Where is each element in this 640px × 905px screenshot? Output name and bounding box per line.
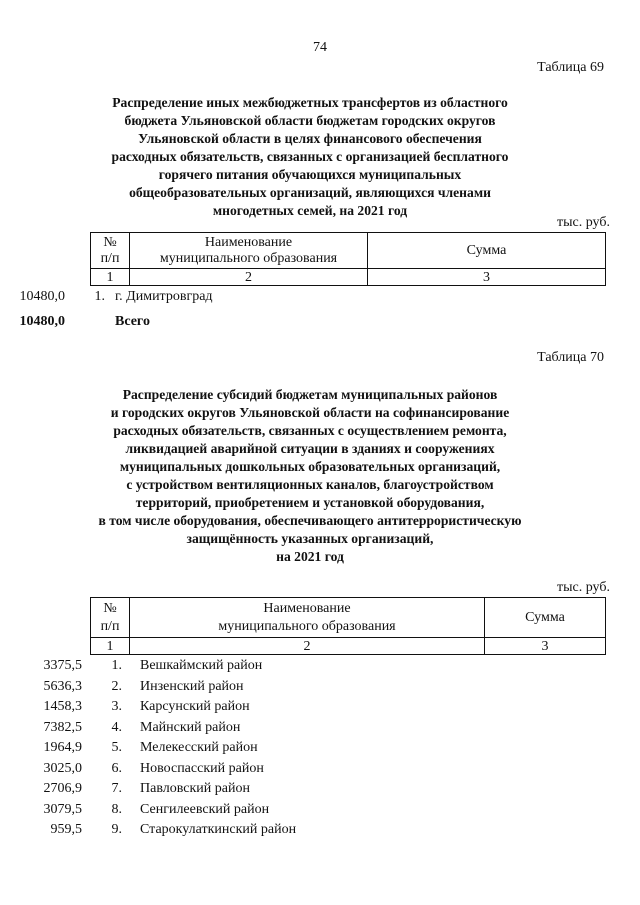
title-line: общеобразовательных организаций, являющихся членами: [129, 185, 491, 200]
header-col-2: 2: [130, 638, 485, 655]
title-line: с устройством вентиляционных каналов, благоустройством: [126, 477, 494, 492]
header-num-line: №: [103, 234, 117, 250]
header-name: [130, 233, 368, 269]
row-value: 7382,5: [43, 719, 82, 735]
header-col-3: 3: [485, 638, 606, 655]
header-col-2: 2: [130, 269, 368, 286]
row-number: 1.: [111, 658, 122, 673]
table-69-unit: тыс. руб.: [557, 215, 610, 230]
title-line: в том числе оборудования, обеспечивающего антитеррористическую: [98, 513, 522, 528]
row-name: Инзенский район: [140, 678, 244, 694]
row-value: 3025,0: [43, 760, 82, 776]
row-number: 3.: [111, 699, 122, 714]
row-name: Старокулаткинский район: [140, 822, 297, 837]
row-number: 9.: [111, 822, 122, 837]
row-value: 3079,5: [43, 801, 82, 817]
header-num-line: №: [103, 600, 117, 616]
row-name: г. Димитровград: [115, 289, 213, 304]
row-value: 2706,9: [43, 781, 82, 796]
row-number: 7.: [111, 781, 122, 796]
row-name: Павловский район: [140, 781, 250, 796]
row-name: Новоспасский район: [140, 760, 264, 776]
row-name: Мелекесский район: [140, 740, 258, 755]
title-line: защищённость указанных организаций,: [186, 531, 434, 546]
title-line: территорий, приобретением и установкой оборудования,: [135, 495, 485, 510]
row-value: 959,5: [50, 822, 82, 837]
title-line: многодетных семей, на 2021 год: [212, 203, 408, 218]
row-name: Сенгилеевский район: [140, 801, 270, 817]
header-num-line: п/п: [100, 250, 120, 266]
title-line: бюджета Ульяновской области бюджетам городских округов: [124, 113, 496, 128]
title-line: расходных обязательств, связанных с организацией бесплатного: [111, 149, 509, 164]
page-number: 74: [313, 40, 327, 55]
row-value: 3375,5: [43, 658, 82, 673]
row-number: 6.: [111, 760, 122, 776]
row-value: 1964,9: [43, 740, 82, 755]
row-value: 5636,3: [43, 678, 82, 694]
table-70-unit: тыс. руб.: [557, 580, 610, 595]
row-number: 4.: [111, 719, 122, 735]
header-num: [91, 598, 130, 638]
title-line: горячего питания обучающихся муниципальных: [158, 167, 462, 182]
row-number: 2.: [111, 678, 122, 694]
total-label: Всего: [115, 314, 150, 329]
table-69-header: [90, 232, 606, 286]
header-sum: Сумма: [485, 598, 606, 638]
header-num-line: п/п: [100, 618, 120, 634]
row-name: Карсунский район: [140, 699, 250, 714]
title-line: и городских округов Ульяновской области на софинансирование: [110, 405, 510, 420]
row-name: Вешкаймский район: [140, 658, 263, 673]
title-line: расходных обязательств, связанных с осуществлением ремонта,: [113, 423, 507, 438]
title-line: ликвидацией аварийной ситуации в зданиях и сооружениях: [125, 441, 495, 456]
row-number: 8.: [111, 801, 122, 817]
header-name-line: Наименование: [263, 600, 351, 616]
table-70-title: [80, 386, 540, 566]
row-name: Майнский район: [140, 719, 241, 735]
header-col-1: 1: [91, 638, 130, 655]
row-value: 1458,3: [43, 699, 82, 714]
title-line: Распределение субсидий бюджетам муниципальных районов: [122, 387, 498, 402]
table-70-label: Таблица 70: [537, 350, 604, 365]
row-value: 10480,0: [19, 289, 65, 304]
header-name-line: муниципального образования: [159, 250, 338, 266]
title-line: на 2021 год: [276, 549, 344, 564]
header-name: [130, 598, 485, 638]
title-line: Распределение иных межбюджетных трансфертов из областного: [112, 95, 508, 110]
row-number: 1.: [94, 289, 105, 304]
total-value: 10480,0: [19, 314, 65, 329]
header-sum: Сумма: [368, 233, 606, 269]
header-name-line: Наименование: [204, 234, 293, 250]
header-col-1: 1: [91, 269, 130, 286]
title-line: муниципальных дошкольных образовательных организаций,: [119, 459, 501, 474]
header-col-3: 3: [368, 269, 606, 286]
header-num: [91, 233, 130, 269]
title-line: Ульяновской области в целях финансового обеспечения: [138, 131, 482, 146]
row-number: 5.: [111, 740, 122, 755]
table-69-label: Таблица 69: [537, 60, 604, 75]
table-69-title: [90, 94, 530, 220]
header-name-line: муниципального образования: [218, 618, 396, 634]
table-70-header: [90, 597, 606, 655]
